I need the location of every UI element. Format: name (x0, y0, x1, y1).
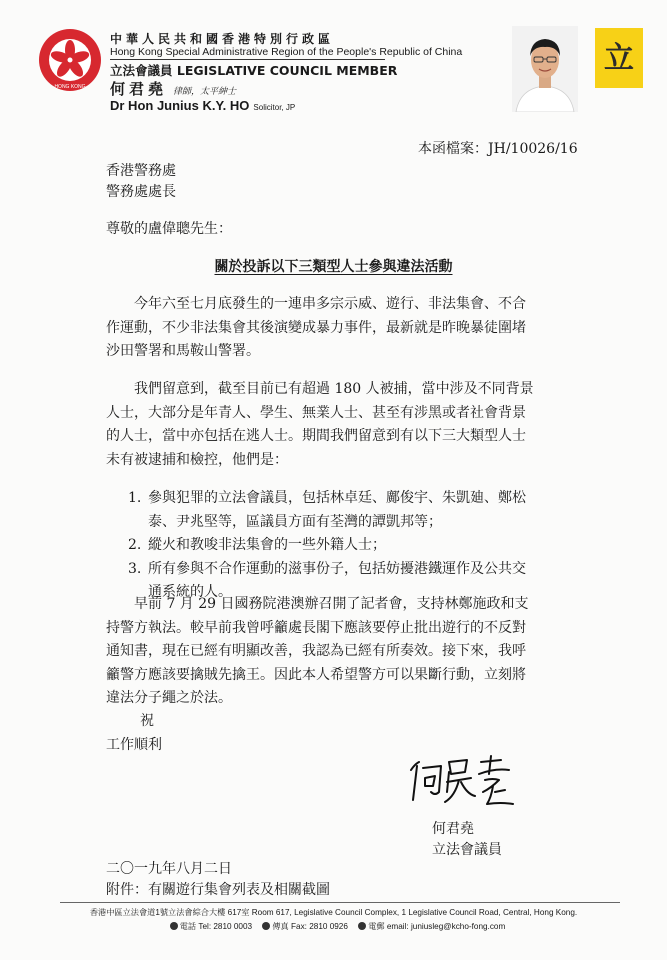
file-reference: 本函檔案：JH/10026/16 (418, 141, 578, 157)
closing-greeting: 祝 (140, 713, 154, 729)
member-name-cn: 何君堯 律師，太平紳士 (110, 80, 237, 98)
letter-subject: 關於投訴以下三類型人士參與違法活動 (214, 259, 453, 275)
signatory-name: 何君堯 (432, 821, 474, 837)
paragraph-1 (106, 293, 586, 364)
addressee-line: 香港警務處 (106, 163, 176, 179)
paragraph-line: 的人士，當中亦包括在逃人士。期間我們留意到有以下三大類型人士 (106, 428, 526, 444)
footer-contact: 電話 Tel: 2810 0003 傳真 Fax: 2810 0926 電郵 email: juniusleg@kcho-fong.com (0, 921, 667, 932)
paragraph-line: 持警方執法。較早前我曾呼籲處長閣下應該要停止批出遊行的不反對 (106, 619, 526, 636)
government-name-en: Hong Kong Special Administrative Region of the People's Republic of China (110, 46, 463, 58)
svg-text:HONG KONG: HONG KONG (54, 84, 86, 90)
paragraph-line: 籲警方應該要擒賊先擒王。因此本人希望警方可以果斷行動，立刻將 (106, 666, 526, 683)
paragraph-line: 人士，大部分是年青人、學生、無業人士、甚至有涉黑或者社會背景 (106, 404, 526, 421)
paragraph-line: 通知書，現在已經有明顯改善，我認為已經有所奏效。接下來，我呼 (106, 643, 526, 659)
paragraph-line: 我們留意到，截至目前已有超過 180 人被捕，當中涉及不同背景 (106, 381, 534, 397)
svg-text:立: 立 (604, 41, 634, 76)
member-name-en: Dr Hon Junius K.Y. HO Solicitor, JP (110, 98, 296, 113)
hksar-emblem-icon (38, 28, 102, 92)
party-logo-icon (595, 28, 643, 88)
paragraph-line: 違法分子繩之於法。 (106, 690, 232, 706)
paragraph-2 (106, 378, 586, 472)
list-item: 1. 參與犯罪的立法會議員，包括林卓廷、鄺俊宇、朱凱廸、鄭松 泰、尹兆堅等，區議員方面有荃灣的譚凱邦等； (128, 490, 526, 530)
salutation: 尊敬的盧偉聰先生： (106, 221, 232, 237)
paragraph-3 (106, 593, 586, 711)
attachment-note: 附件：有關遊行集會列表及相關截圖 (106, 882, 330, 898)
paragraph-line: 早前 7 月 29 日國務院港澳辦召開了記者會，支持林鄭施政和支 (106, 596, 529, 612)
closing-wish: 工作順利 (106, 737, 162, 753)
signatory-title: 立法會議員 (432, 842, 502, 858)
list-item: 2. 縱火和教唆非法集會的一些外籍人士； (128, 537, 386, 553)
phone-icon (170, 922, 178, 930)
paragraph-line: 沙田警署和馬鞍山警署。 (106, 343, 260, 359)
list-item: 3. 所有參與不合作運動的滋事份子，包括妨擾港鐵運作及公共交 通系統的人。 (128, 560, 526, 600)
member-title: 立法會議員 LEGISLATIVE COUNCIL MEMBER (110, 63, 398, 78)
email-icon (358, 922, 366, 930)
complaint-list (106, 487, 596, 605)
government-name-cn: 中華人民共和國香港特別行政區 (110, 32, 335, 46)
fax-icon (262, 922, 270, 930)
footer-divider (60, 902, 620, 903)
paragraph-line: 今年六至七月底發生的一連串多宗示威、遊行、非法集會、不合 (106, 296, 526, 312)
header-divider (110, 59, 385, 60)
addressee-line: 警務處處長 (106, 184, 176, 200)
handwritten-signature (405, 752, 520, 810)
paragraph-line: 未有被逮捕和檢控，他們是： (106, 451, 288, 468)
footer-address: 香港中區立法會道1號立法會綜合大樓 617室 Room 617, Legislative Council Complex, 1 Legislative Council Road, Central, Hong Kong. (89, 908, 578, 917)
letter-date: 二〇一九年八月二日 (106, 861, 232, 877)
paragraph-line: 作運動，不少非法集會其後演變成暴力事件，最新就是昨晚暴徒圍堵 (106, 319, 526, 336)
member-portrait (512, 26, 578, 112)
